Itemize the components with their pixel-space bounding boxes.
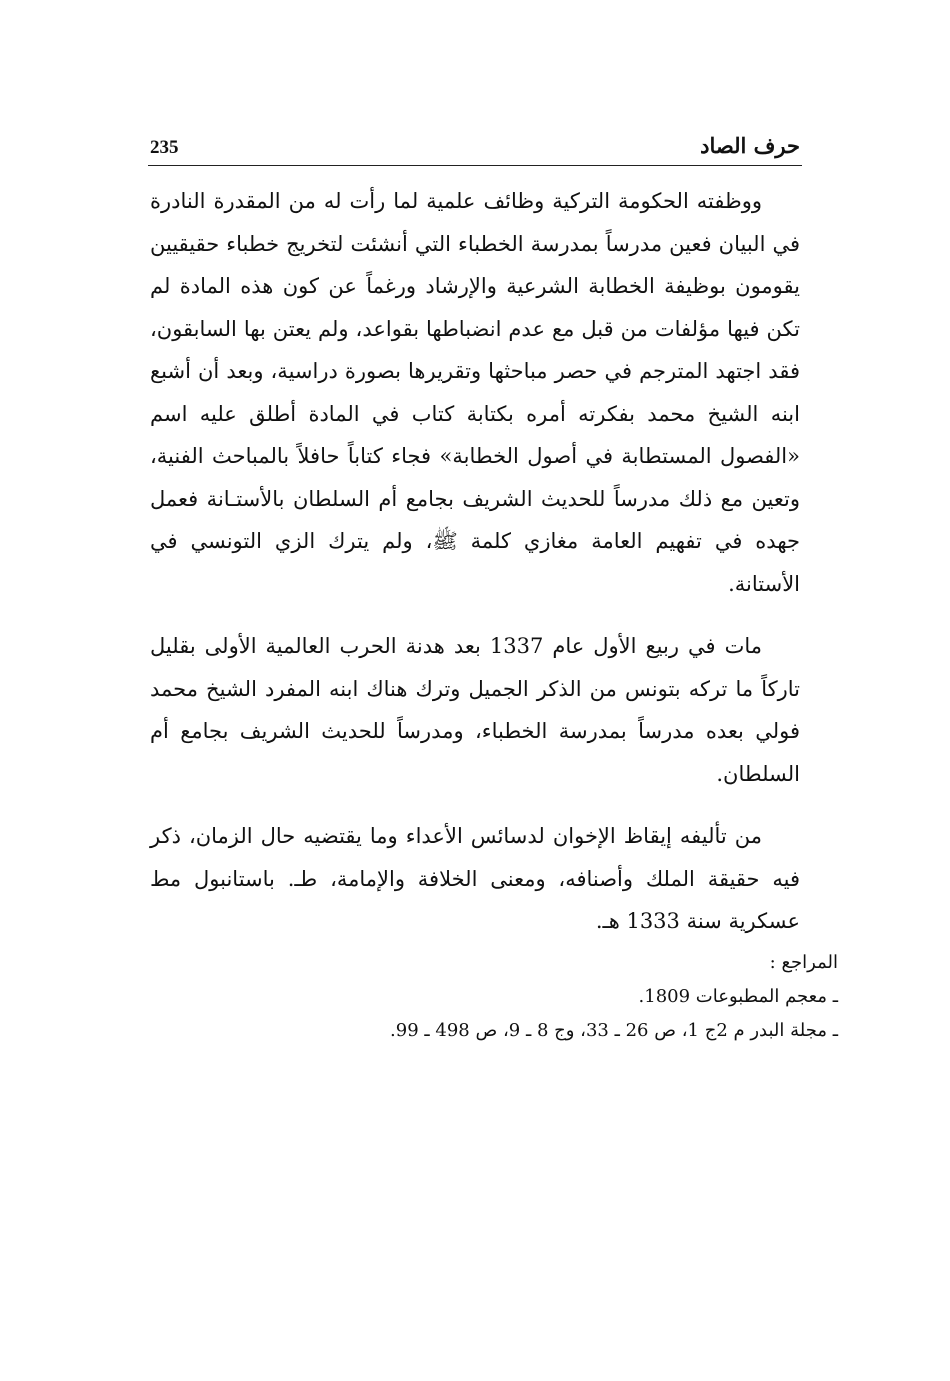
reference-item: ـ مجلة البدر م 2ج 1، ص 26 ـ 33، وج 8 ـ 9، ص 498 ـ 99.	[390, 1020, 838, 1041]
references-list	[150, 980, 838, 1048]
paragraph: من تأليفه إيقاظ الإخوان لدسائس الأعداء وما يقتضيه حال الزمان، ذكر فيه حقيقة الملك وأصنافه، ومعنى الخلافة والإمامة، طـ. باستانبول مط عسكرية سنة 1333 هـ.	[150, 824, 800, 933]
page-number: 235	[150, 137, 179, 158]
running-head: حرف الصاد	[700, 133, 800, 158]
reference-item: ـ معجم المطبوعات 1809.	[638, 986, 838, 1007]
references-section	[150, 946, 838, 1048]
references-title: المراجع :	[769, 952, 838, 973]
paragraph: ووظفته الحكومة التركية وظائف علمية لما رأت له من المقدرة النادرة في البيان فعين مدرساً بمدرسة الخطباء التي أنشئت لتخريج خطباء حقيقيين يقومون بوظيفة الخطابة الشرعية والإرشاد ورغماً عن كون هذه المادة لم تكن فيها مؤلفات من قبل مع عدم انضباطها بقواعد، ولم يعتن بها السابقون، فقد اجتهد المترجم في حصر مباحثها وتقريرها بصورة دراسية، وبعد أن أشبع ابنه الشيخ محمد بفكرته أمره بكتابة كتاب في المادة أطلق عليه اسم «الفصول المستطابة في أصول الخطابة» فجاء كتاباً حافلاً بالمباحث الفنية، وتعين مع ذلك مدرساً للحديث الشريف بجامع أم السلطان بالأستـانة فعمل جهده في تفهيم العامة مغازي كلمة ﷺ، ولم يترك الزي التونسي في الأستانة.	[150, 189, 800, 596]
paragraph: مات في ربيع الأول عام 1337 بعد هدنة الحرب العالمية الأولى بقليل تاركاً ما تركه بتونس من الذكر الجميل وترك هناك ابنه المفرد الشيخ محمد فولي بعده مدرساً بمدرسة الخطباء، ومدرساً للحديث الشريف بجامع أم السلطان.	[150, 634, 800, 786]
page-header	[148, 133, 802, 166]
body-text	[150, 180, 800, 963]
